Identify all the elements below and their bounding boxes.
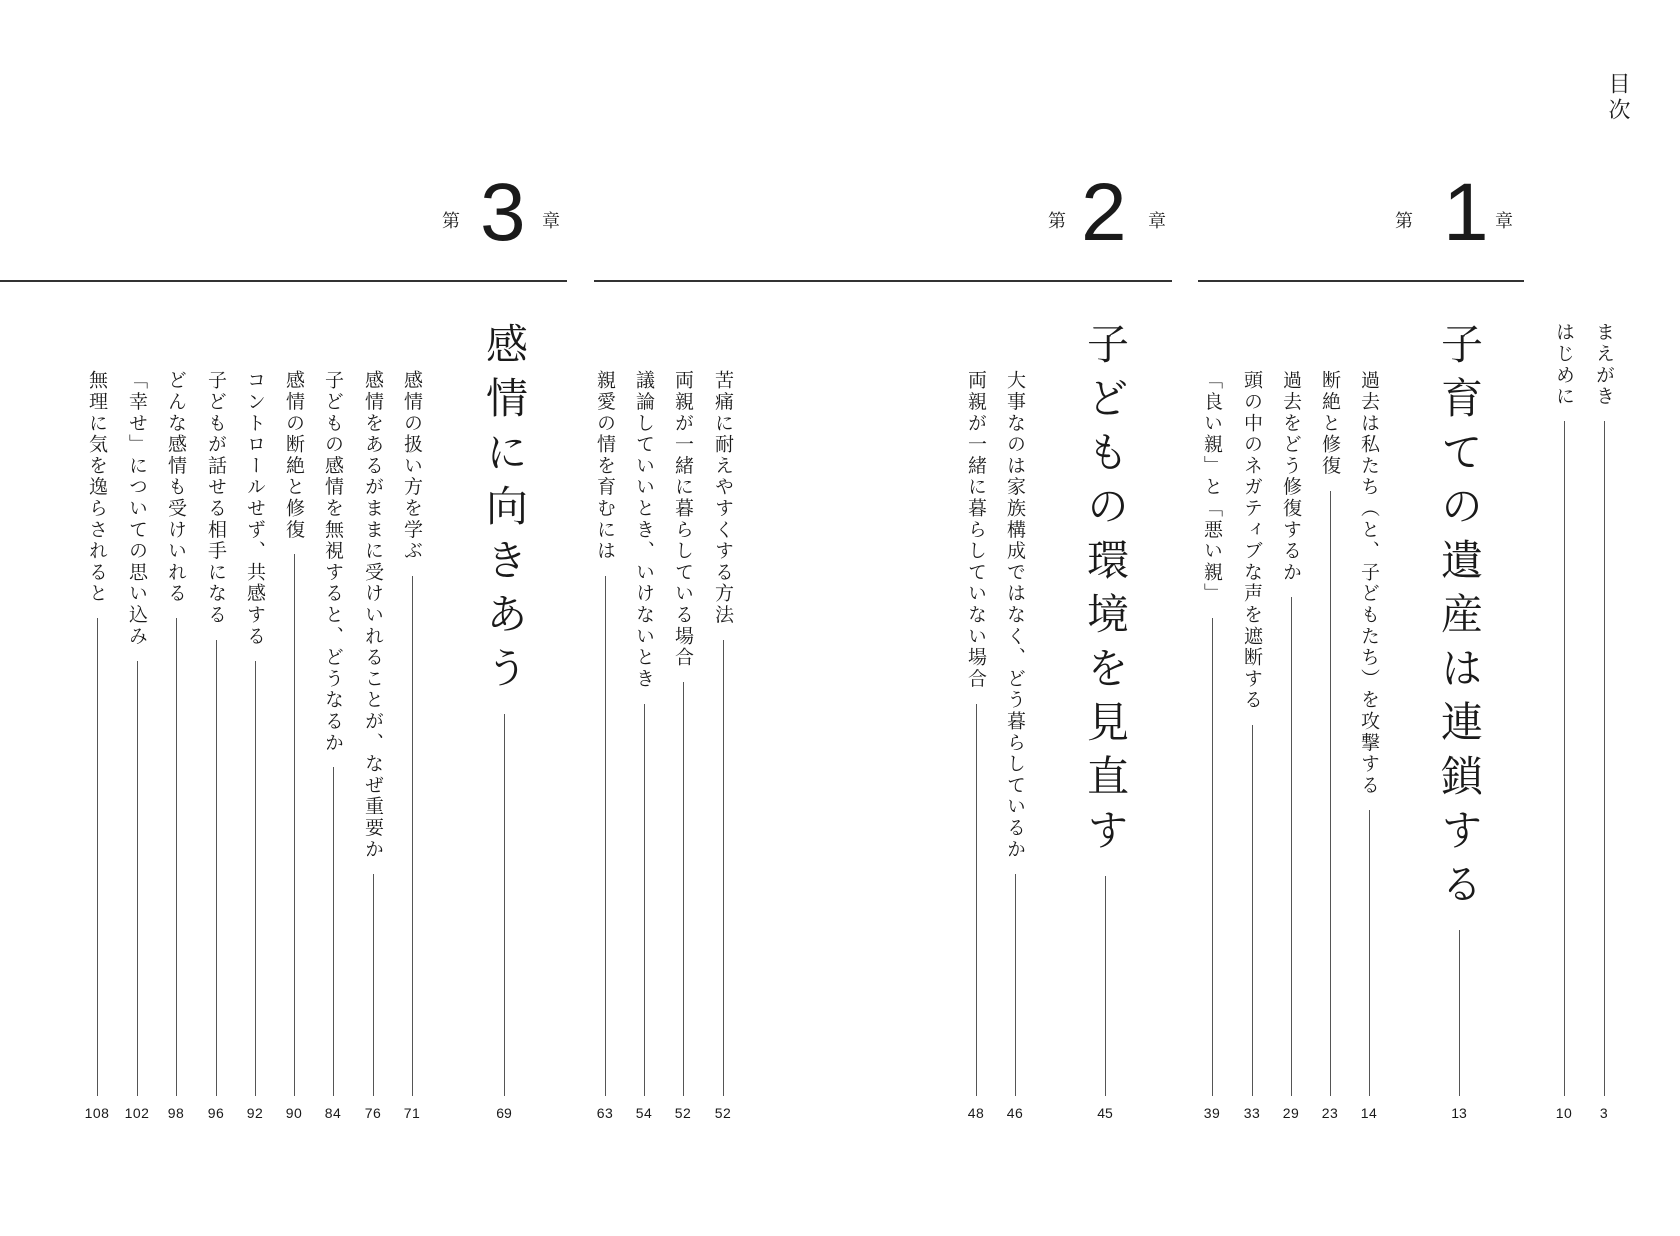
page-number: 23 xyxy=(1321,1105,1339,1121)
chapter-2-number: 2 xyxy=(1081,167,1127,258)
page-number: 10 xyxy=(1555,1105,1573,1121)
toc-entry[interactable] xyxy=(1237,370,1267,1120)
toc-entry-label: 断絶と修復 xyxy=(1319,370,1341,477)
toc-entry-label: 子どもの感情を無視すると、どうなるか xyxy=(322,370,344,754)
page-number: 3 xyxy=(1599,1105,1609,1121)
toc-entry[interactable] xyxy=(279,370,309,1120)
chapter-title-text: 感情に向きあう xyxy=(480,322,529,700)
toc-entry-label: 無理に気を逸らされると xyxy=(86,370,108,605)
toc-heading: 目次 xyxy=(1605,72,1630,124)
toc-entry[interactable] xyxy=(397,370,427,1120)
toc-entry-label: 議論していいとき、いけないとき xyxy=(633,370,655,690)
chapter-1-prefix: 第 xyxy=(1395,211,1413,232)
toc-entry-label: 子どもが話せる相手になる xyxy=(205,370,227,626)
chapter-2-header xyxy=(1048,167,1178,260)
page-number: 96 xyxy=(207,1105,225,1121)
chapter-1-suffix: 章 xyxy=(1495,211,1513,232)
toc-entry-label: コントロールせず、共感する xyxy=(244,370,266,647)
leader-line xyxy=(1604,421,1605,1096)
leader-line xyxy=(1015,874,1016,1096)
page-number: 90 xyxy=(285,1105,303,1121)
toc-entry[interactable] xyxy=(629,370,659,1120)
toc-entry-label: 親愛の情を育むには xyxy=(594,370,616,562)
chapter-3-number: 3 xyxy=(480,167,526,258)
page-number: 63 xyxy=(596,1105,614,1121)
leader-line xyxy=(1564,421,1565,1096)
toc-entry-hajimeni[interactable] xyxy=(1549,322,1579,1120)
page-number: 46 xyxy=(1006,1105,1024,1121)
leader-line xyxy=(1212,618,1213,1096)
leader-line xyxy=(723,640,724,1096)
page-number: 33 xyxy=(1243,1105,1261,1121)
toc-entry-label: 「良い親」と「悪い親」 xyxy=(1201,370,1223,605)
chapter-title-text: 子育ての遺産は連鎖する xyxy=(1435,322,1484,916)
toc-entry[interactable] xyxy=(122,370,152,1120)
leader-line xyxy=(1330,491,1331,1096)
chapter-1-title[interactable] xyxy=(1433,322,1485,1120)
toc-entry[interactable] xyxy=(161,370,191,1120)
toc-entry-label: 苦痛に耐えやすくする方法 xyxy=(712,370,734,626)
toc-entry[interactable] xyxy=(708,370,738,1120)
page-number: 48 xyxy=(967,1105,985,1121)
chapter-title-text: 子どもの環境を見直す xyxy=(1081,322,1130,862)
leader-line xyxy=(683,682,684,1096)
toc-entry-label: 両親が一緒に暮らしていない場合 xyxy=(965,370,987,690)
chapter-1-rule xyxy=(1198,280,1524,282)
leader-line xyxy=(97,618,98,1096)
toc-entry[interactable] xyxy=(82,370,112,1120)
page-number: 92 xyxy=(246,1105,264,1121)
toc-entry-label: どんな感情も受けいれる xyxy=(165,370,187,605)
toc-entry-label: 「幸せ」についての思い込み xyxy=(126,370,148,647)
page-number: 13 xyxy=(1451,1105,1467,1121)
leader-line xyxy=(976,704,977,1096)
page-number: 29 xyxy=(1282,1105,1300,1121)
chapter-3-header xyxy=(442,167,572,260)
toc-entry[interactable] xyxy=(1315,370,1345,1120)
toc-entry[interactable] xyxy=(1276,370,1306,1120)
toc-entry-label: 大事なのは家族構成ではなく、どう暮らしているか xyxy=(1004,370,1026,860)
leader-line xyxy=(137,661,138,1096)
chapter-1-header xyxy=(1395,167,1525,260)
leader-line xyxy=(644,704,645,1096)
toc-entry[interactable] xyxy=(240,370,270,1120)
leader-line xyxy=(412,576,413,1096)
toc-entry-label: 感情の断絶と修復 xyxy=(283,370,305,541)
page-number: 54 xyxy=(635,1105,653,1121)
chapter-3-rule xyxy=(0,280,567,282)
toc-entry-label: 過去は私たち（と、子どもたち）を攻撃する xyxy=(1358,370,1380,796)
leader-line xyxy=(1291,597,1292,1096)
leader-line xyxy=(504,714,505,1096)
page-number: 69 xyxy=(496,1105,512,1121)
page-number: 52 xyxy=(714,1105,732,1121)
chapter-3-title[interactable] xyxy=(478,322,530,1120)
leader-line xyxy=(373,874,374,1096)
toc-entry[interactable] xyxy=(668,370,698,1120)
toc-entry[interactable] xyxy=(318,370,348,1120)
page-number: 84 xyxy=(324,1105,342,1121)
page-number: 102 xyxy=(124,1105,150,1121)
chapter-1-number: 1 xyxy=(1443,167,1489,258)
toc-entry-label: まえがき xyxy=(1593,322,1615,408)
toc-entry-label: 過去をどう修復するか xyxy=(1280,370,1302,583)
chapter-2-suffix: 章 xyxy=(1148,211,1166,232)
page-number: 45 xyxy=(1097,1105,1113,1121)
toc-entry[interactable] xyxy=(1354,370,1384,1120)
toc-entry-label: 両親が一緒に暮らしている場合 xyxy=(672,370,694,669)
toc-entry[interactable] xyxy=(358,370,388,1120)
chapter-2-title[interactable] xyxy=(1079,322,1131,1120)
leader-line xyxy=(1369,810,1370,1096)
toc-entry[interactable] xyxy=(1197,370,1227,1120)
toc-entry-label: 感情をあるがままに受けいれることが、なぜ重要か xyxy=(362,370,384,860)
leader-line xyxy=(1105,876,1106,1096)
chapter-3-prefix: 第 xyxy=(442,211,460,232)
chapter-2-rule xyxy=(594,280,1172,282)
toc-entry[interactable] xyxy=(201,370,231,1120)
chapter-2-prefix: 第 xyxy=(1048,211,1066,232)
leader-line xyxy=(294,554,295,1096)
page-number: 76 xyxy=(364,1105,382,1121)
leader-line xyxy=(216,640,217,1096)
leader-line xyxy=(333,767,334,1096)
toc-entry[interactable] xyxy=(961,370,991,1120)
toc-entry-label: 感情の扱い方を学ぶ xyxy=(401,370,423,562)
leader-line xyxy=(1459,930,1460,1096)
chapter-3-suffix: 章 xyxy=(542,211,560,232)
page-number: 71 xyxy=(403,1105,421,1121)
toc-entry-label: 頭の中のネガティブな声を遮断する xyxy=(1241,370,1263,711)
leader-line xyxy=(176,618,177,1096)
page-number: 108 xyxy=(84,1105,110,1121)
page-number: 14 xyxy=(1360,1105,1378,1121)
page-number: 39 xyxy=(1203,1105,1221,1121)
page-number: 98 xyxy=(167,1105,185,1121)
page-number: 52 xyxy=(674,1105,692,1121)
leader-line xyxy=(255,661,256,1096)
toc-entry-maegaki[interactable] xyxy=(1589,322,1619,1120)
toc-entry[interactable] xyxy=(1000,370,1030,1120)
toc-entry[interactable] xyxy=(590,370,620,1120)
leader-line xyxy=(605,576,606,1096)
leader-line xyxy=(1252,725,1253,1096)
toc-entry-label: はじめに xyxy=(1553,322,1575,408)
